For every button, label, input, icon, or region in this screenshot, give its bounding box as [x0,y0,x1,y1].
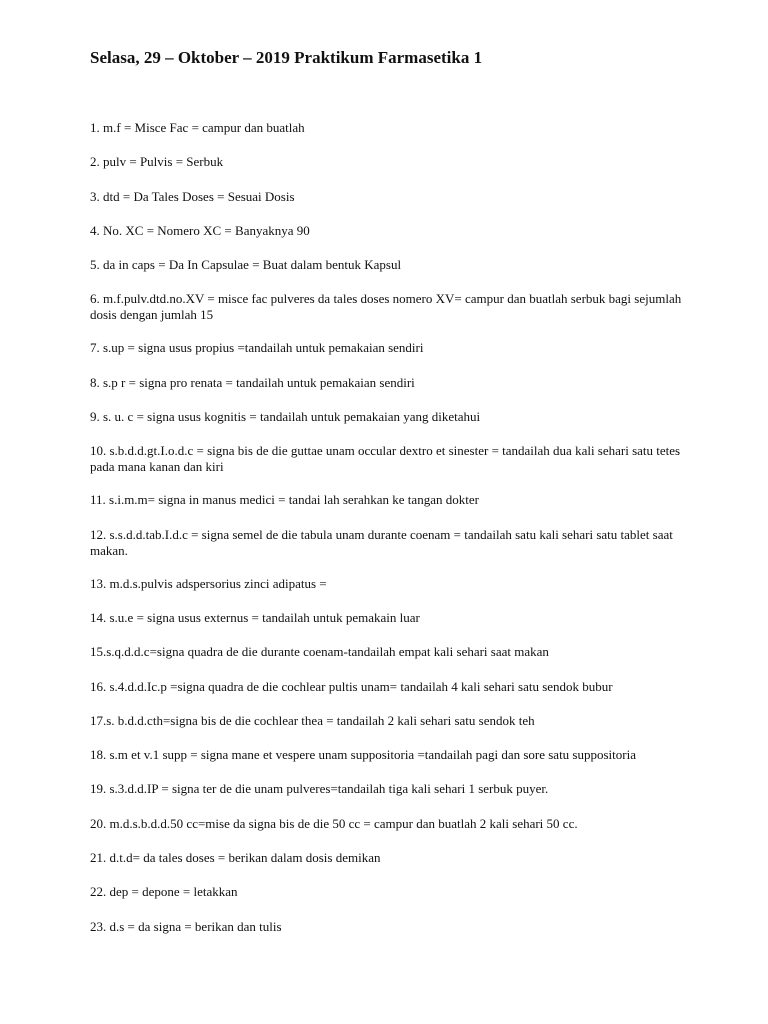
list-item: 4. No. XC = Nomero XC = Banyaknya 90 [90,222,310,238]
list-item: 17.s. b.d.d.cth=signa bis de die cochlear thea = tandailah 2 kali sehari satu sendok teh [90,712,535,728]
list-item: 13. m.d.s.pulvis adspersorius zinci adipatus = [90,575,327,591]
list-item: 1. m.f = Misce Fac = campur dan buatlah [90,120,305,135]
list-item: 18. s.m et v.1 supp = signa mane et vespere unam suppositoria =tandailah pagi dan sore satu suppositoria [90,747,636,763]
list-item: 20. m.d.s.b.d.d.50 cc=mise da signa bis de die 50 cc = campur dan buatlah 2 kali sehari 50 cc. [90,815,578,831]
list-item: 22. dep = depone = letakkan [90,884,238,900]
list-item: 2. pulv = Pulvis = Serbuk [90,154,224,170]
list-item: 19. s.3.d.d.IP = signa ter de die unam pulveres=tandailah tiga kali sehari 1 serbuk puyer. [90,781,549,797]
list-item: 14. s.u.e = signa usus externus = tandailah untuk pemakain luar [90,609,420,625]
list-item: 15.s.q.d.d.c=signa quadra de die durante coenam-tandailah empat kali sehari saat makan [90,644,549,660]
list-item: 7. s.up = signa usus propius =tandailah untuk pemakaian sendiri [90,340,424,356]
list-item: 12. s.s.d.d.tab.I.d.c = signa semel de die tabula unam durante coenam = tandailah satu kali sehari satu tablet saat makan. [90,526,673,558]
list-item: 23. d.s = da signa = berikan dan tulis [90,918,282,934]
list-item: 16. s.4.d.d.Ic.p =signa quadra de die cochlear pultis unam= tandailah 4 kali sehari satu sendok bubur [90,678,613,694]
list-item: 21. d.t.d= da tales doses = berikan dalam dosis demikan [90,850,381,866]
abbreviation-list [90,120,685,953]
list-item: 8. s.p r = signa pro renata = tandailah untuk pemakaian sendiri [90,374,415,390]
list-item: 5. da in caps = Da In Capsulae = Buat dalam bentuk Kapsul [90,257,402,273]
list-item: 3. dtd = Da Tales Doses = Sesuai Dosis [90,188,295,204]
list-item: 9. s. u. c = signa usus kognitis = tandailah untuk pemakaian yang diketahui [90,409,481,425]
list-item: 10. s.b.d.d.gt.I.o.d.c = signa bis de die guttae unam occular dextro et sinester = tandailah dua kali sehari satu tetes pada mana kanan dan kiri [90,443,681,475]
list-item: 6. m.f.pulv.dtd.no.XV = misce fac pulveres da tales doses nomero XV= campur dan buatlah serbuk bagi sejumlah dosis dengan jumlah 15 [90,291,682,323]
list-item: 11. s.i.m.m= signa in manus medici = tandai lah serahkan ke tangan dokter [90,492,479,508]
page-title: Selasa, 29 – Oktober – 2019 Praktikum Farmasetika 1 [90,48,483,67]
